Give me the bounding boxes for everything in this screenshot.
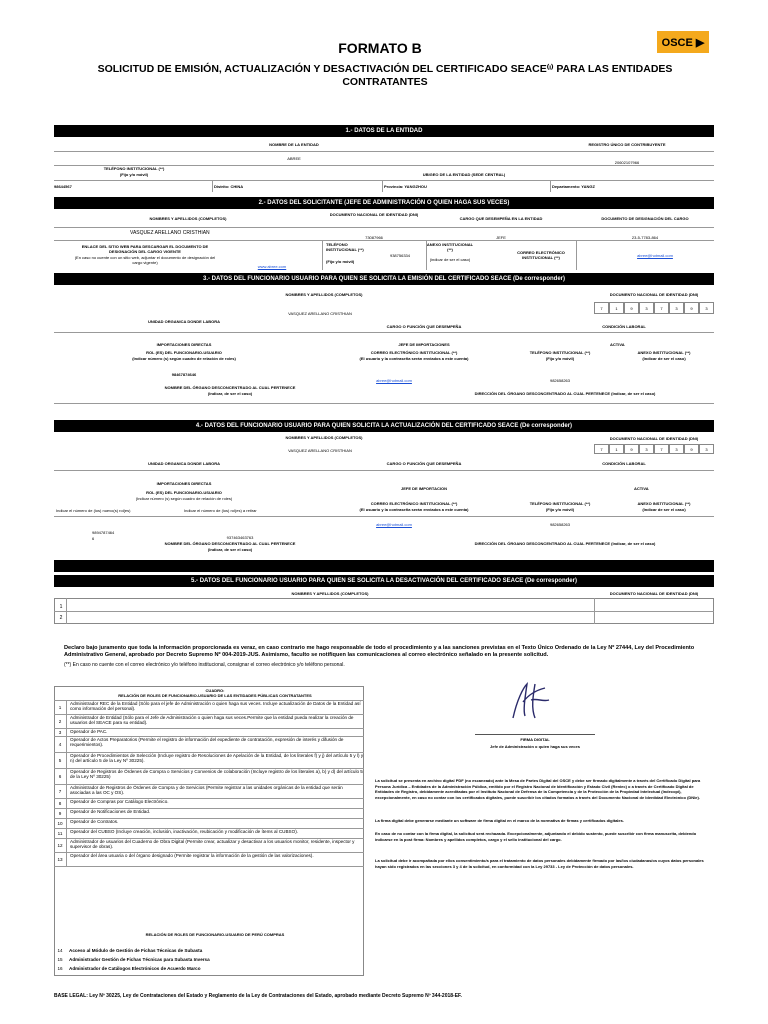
s1-col-nombre: NOMBRE DE LA ENTIDAD: [269, 142, 319, 147]
s2-tel-sub: (Fijo y/o móvil): [326, 259, 355, 264]
s2-dni[interactable]: 73087966: [365, 235, 383, 240]
role-text: Operador del CUBSO (Incluye creación, inclusión, inactivación, reubicación y modificación de ítems al CUBSO).: [70, 829, 299, 834]
s1-ubigeo-label: UBIGEO DE LA ENTIDAD (SEDE CENTRAL): [422, 172, 506, 177]
s2-tel[interactable]: 938756334: [389, 253, 411, 258]
dni-digit[interactable]: 7: [594, 444, 609, 454]
s4-activa: ACTIVA: [634, 486, 649, 491]
s4-organo-label: NOMBRE DEL ÓRGANO DESCONCENTRADO AL CUAL PERTENECE: [164, 541, 296, 546]
s3-rol-sub: (Indicar número (s) según cuadro de relación de roles): [132, 356, 236, 361]
role-number: 13: [54, 853, 67, 866]
role-row: [54, 769, 364, 785]
s2-doc[interactable]: 23-5-7783-864: [631, 235, 659, 240]
role-text: Operador de Procedimientos de Selección (Incluye registro de Resoluciones de Apelación de la Entidad, de los literales f) y j) del artículo 5 y l) y n) del artículo 5 de la Ley Nº 30225).: [70, 753, 364, 764]
divider: [54, 180, 714, 181]
s3-col-dni: DOCUMENTO NACIONAL DE IDENTIDAD (DNI): [609, 292, 699, 297]
role-text: Operador de Registros de Órdenes de Compra o Servicios y Convenios de colaboración (Incluye registro de los literales a), b) y d) del artículo 5 de la Ley Nº 30225): [70, 769, 363, 780]
role-row: [54, 799, 364, 809]
role-text: Administrador de usuarios del Cuaderno de Obra Digital (Permite crear, actualizar y desactivar a los usuarios monitor, residente, inspector y supervisor de obras).: [70, 839, 355, 850]
form-title: FORMATO B: [338, 40, 422, 56]
dni-digit[interactable]: 1: [609, 444, 624, 454]
s4-col-unidad: UNIDAD ORGANICA DONDE LABORA: [147, 461, 221, 466]
divider: [576, 240, 577, 270]
role-text: Operador del área usuaria o del órgano designado (Permite registrar la información de la gestión de las valorizaciones).: [70, 853, 314, 858]
role-row: [54, 753, 364, 769]
divider: [54, 151, 714, 152]
dni-digit[interactable]: 9: [684, 302, 699, 314]
s4-jefe-imp: JEFE DE IMPORTACION: [401, 486, 447, 491]
role-number: 5: [54, 753, 67, 768]
role-text: Administrador REC de la Entidad (Sólo para el jefe de Administración o quien haga sus veces. Incluye actualización de Datos de la Entidad así como información del personal).: [70, 701, 361, 712]
s3-col-cargo: CARGO O FUNCIÓN QUE DESEMPEÑA: [386, 324, 462, 329]
dni-digit[interactable]: 3: [639, 444, 654, 454]
dni-digit[interactable]: 3: [669, 444, 684, 454]
role-text: Acceso al Módulo de Gestión de Fichas Técnicas de Subasta: [69, 948, 203, 953]
s5-col-dni: DOCUMENTO NACIONAL DE IDENTIDAD (DNI): [609, 591, 699, 596]
s3-correo[interactable]: abree@hotmail.com: [376, 378, 412, 383]
s3-tel[interactable]: 982658263: [549, 378, 571, 383]
info-paragraph: La solicitud debe ir acompañada por ellos consentimiento/s para el tratamiento de datos personales debidamente firmado por las/los ciudadanas/os cuyos datos personales hayan sido registrados en las secciones 3 y 4 de la solicitud, en conformidad con la Ley 29733 - Ley de Protección de datos personales.: [375, 858, 704, 869]
s3-tel-sub: (Fijo y/o móvil): [545, 356, 575, 361]
role-number: 10: [54, 819, 67, 828]
role-number: 4: [54, 737, 67, 752]
s4-rol-label: ROL (ES) DEL FUNCIONARIO-USUARIO: [146, 490, 222, 495]
s3-organo-label: NOMBRE DEL ÓRGANO DESCONCENTRADO AL CUAL PERTENECE: [164, 385, 296, 390]
s3-organo-sub: (Indicar, de ser el caso): [207, 391, 253, 396]
s4-correo-label: CORREO ELECTRÓNICO INSTITUCIONAL (**): [370, 501, 458, 506]
s3-tel-label: TELÉFONO INSTITUCIONAL (**): [529, 350, 591, 355]
s4-tel-sub: (Fijo y/o móvil): [545, 507, 575, 512]
s1-tel[interactable]: 98644567: [54, 184, 72, 189]
dni-digit[interactable]: 7: [654, 444, 669, 454]
divider: [594, 598, 595, 624]
peru-roles-title: RELACIÓN DE ROLES DE FUNCIONARIO-USUARIO DE PERÚ COMPRAS: [145, 932, 285, 937]
s2-tel-label: TELÉFONO INSTITUCIONAL (**): [326, 242, 364, 252]
dni-digit[interactable]: 9: [624, 302, 639, 314]
role-number: 9: [54, 809, 67, 818]
role-number: 14: [57, 948, 63, 953]
role-number: 1: [54, 701, 67, 714]
s1-departamento[interactable]: Departamento: YANGZ: [552, 184, 595, 189]
cuadro-title: CUADRO:: [205, 688, 225, 693]
s1-ruc[interactable]: 20602107966: [614, 160, 640, 165]
s2-cargo[interactable]: JEFE: [496, 235, 506, 240]
role-row: [54, 715, 364, 729]
dni-digit[interactable]: 7: [654, 302, 669, 314]
role-row: [54, 809, 364, 819]
s2-nombre[interactable]: VASQUEZ ARELLANO CRISTHIAN: [130, 230, 210, 236]
s4-rol-sub: (Indicar número (s) según cuadro de relación de roles): [135, 496, 233, 501]
divider: [54, 470, 714, 471]
role-text: Operador de PAC.: [70, 729, 108, 734]
s3-direccion-label: DIRECCIÓN DEL ÓRGANO DESCONCENTRADO AL CUAL PERTENECE (Indicar, de ser el caso): [474, 391, 656, 396]
role-text: Administrador de Registros de Órdenes de Compra y de Servicios (Permite registrar a las unidades orgánicas de la entidad que serán asociadas a las OC y OS).: [70, 785, 343, 796]
role-number: 15: [57, 957, 63, 962]
s4-col-nombres: NOMBRES Y APELLIDOS (COMPLETOS): [285, 435, 363, 440]
role-row: [54, 819, 364, 829]
s5-col-nombres: NOMBRES Y APELLIDOS (COMPLETOS): [291, 591, 369, 596]
section-1-header: 1.- DATOS DE LA ENTIDAD: [54, 125, 714, 137]
role-number: 12: [54, 839, 67, 852]
s3-rol[interactable]: 98467874646: [171, 372, 197, 377]
peru-role-row: [54, 957, 364, 966]
s5-row-number: 2: [59, 615, 63, 621]
s4-nombre[interactable]: VASQUEZ ARELLANO CRISTHIAN: [288, 448, 352, 453]
peru-role-row: [54, 948, 364, 957]
s3-activa: ACTIVA: [610, 342, 625, 347]
role-text: Operador de Contratos.: [70, 819, 119, 824]
role-number: 2: [54, 715, 67, 728]
role-row: [54, 785, 364, 799]
s1-col-ruc: REGISTRO ÚNICO DE CONTRIBUYENTE: [588, 142, 666, 147]
s5-row-number: 1: [59, 604, 63, 610]
s3-dni-boxes: [594, 302, 714, 314]
declaracion: Declaro bajo juramento que toda la información proporcionada es veraz, en caso contrario me hago responsable de todo el procedimiento y a las sanciones previstas en el Texto Único Ordenado de la Ley Nº 27444, Ley del Procedimiento Administrativo General, aprobado por Decreto Supremo Nº 004-2019-JUS. Asimismo, faculto se notifiquen las comunicaciones al correo electrónico señalado en la presente solicitud.: [64, 645, 695, 658]
s3-col-condicion: CONDICIÓN LABORAL: [602, 324, 646, 329]
divider: [54, 403, 714, 404]
role-number: 11: [54, 829, 67, 838]
s2-col-dni: DOCUMENTO NACIONAL DE IDENTIDAD (DNI): [329, 212, 419, 217]
dni-digit[interactable]: 3: [699, 444, 714, 454]
divider: [54, 332, 714, 333]
firma-sub: Jefe de Administración o quien haga sus veces: [490, 744, 580, 749]
role-row: [54, 829, 364, 839]
s2-anexo-sub: (indicar de ser el caso): [429, 257, 471, 262]
s4-imp-directas: IMPORTACIONES DIRECTAS: [156, 481, 212, 486]
s2-enlace-sub: (En caso no cuente con un sitio web, adjuntar el documento de designación del cargo vigente): [74, 255, 216, 265]
divider: [54, 240, 714, 241]
s3-correo-sub: (El usuario y la contraseña serán enviados a este cuenta): [359, 356, 469, 361]
s4-rol-nuevo-2[interactable]: 6: [92, 536, 95, 541]
s4-organo-sub: (Indicar, de ser el caso): [207, 547, 253, 552]
s4-direccion-label: DIRECCIÓN DEL ÓRGANO DESCONCENTRADO AL CUAL PERTENECE (Indicar, de ser el caso): [474, 541, 656, 546]
dni-digit[interactable]: 7: [594, 302, 609, 314]
divider: [54, 516, 714, 517]
section-2-header: 2.- DATOS DEL SOLICITANTE (JEFE DE ADMINISTRACIÓN O QUIEN HAGA SUS VECES): [54, 197, 714, 209]
peru-role-row: [54, 966, 364, 975]
form-subtitle: SOLICITUD DE EMISIÓN, ACTUALIZACIÓN Y DESACTIVACIÓN DEL CERTIFICADO SEACE⁽ᶦ⁾ PARA LAS ENTIDADES CONTRATANTES: [97, 63, 673, 88]
s3-imp-directas: IMPORTACIONES DIRECTAS: [156, 342, 212, 347]
s2-correo[interactable]: abree@hotmail.com: [637, 253, 673, 258]
s4-tel[interactable]: 982658263: [549, 522, 571, 527]
section-3-header: 3.- DATOS DEL FUNCIONARIO USUARIO PARA QUIEN SE SOLICITA LA EMISIÓN DEL CERTIFICADO SEACE (De corresponder): [54, 273, 714, 285]
s2-anexo-label: ANEXO INSTITUCIONAL (**): [426, 242, 474, 252]
section-5-header: 5.- DATOS DEL FUNCIONARIO USUARIO PARA QUIEN SE SOLICITA LA DESACTIVACIÓN DEL CERTIFICADO SEACE (De corresponder): [54, 575, 714, 587]
s3-col-nombres: NOMBRES Y APELLIDOS (COMPLETOS): [285, 292, 363, 297]
dni-digit[interactable]: 3: [639, 302, 654, 314]
s3-col-unidad: UNIDAD ORGANICA DONDE LABORA: [147, 319, 221, 324]
s3-anexo-sub: (Indicar de ser el caso): [642, 356, 686, 361]
s4-col-cargo: CARGO O FUNCIÓN QUE DESEMPEÑA: [386, 461, 462, 466]
role-number: 3: [54, 729, 67, 736]
dni-digit[interactable]: 3: [699, 302, 714, 314]
s3-nombre[interactable]: VASQUEZ ARELLANO CRISTHIAN: [288, 311, 352, 316]
s3-rol-label: ROL (ES) DEL FUNCIONARIO-USUARIO: [146, 350, 222, 355]
role-text: Administrador Gestión de Fichas Técnicas para Subasta Inversa: [69, 957, 210, 962]
s4-col-dni: DOCUMENTO NACIONAL DE IDENTIDAD (DNI): [609, 436, 699, 441]
s1-distrito[interactable]: Distrito: CHINA: [214, 184, 244, 189]
role-number: 8: [54, 799, 67, 808]
divider: [54, 227, 714, 228]
s3-jefe-imp: JEFE DE IMPORTACIONES: [398, 342, 450, 347]
osce-logo: OSCE ▶: [657, 31, 709, 53]
divider: [322, 240, 323, 270]
role-row: [54, 701, 364, 715]
role-row: [54, 853, 364, 867]
divider: [550, 180, 551, 192]
role-row: [54, 839, 364, 853]
divider: [212, 180, 213, 192]
role-number: 6: [54, 769, 67, 784]
s4-dni-boxes: [594, 444, 714, 454]
s4-correo[interactable]: abree@hotmail.com: [376, 522, 412, 527]
section-4-header: 4.- DATOS DEL FUNCIONARIO USUARIO PARA QUIEN SOLICITA LA ACTUALIZACIÓN DEL CERTIFICADO SEACE (De corresponder): [54, 420, 714, 432]
s4-rol-nuevo[interactable]: 9894787464: [92, 530, 115, 535]
info-paragraph: La firma digital debe generarse mediante un software de firma digital en el marco de la normativa de firmas y certificados digitales.: [375, 818, 624, 823]
dni-digit[interactable]: 9: [684, 444, 699, 454]
s1-tel-sub: (Fijo y/o móvil): [119, 172, 149, 177]
role-row: [54, 729, 364, 737]
s4-anexo-sub: (Indicar de ser el caso): [642, 507, 686, 512]
firma-label: FIRMA DIGITAL: [520, 737, 550, 742]
s2-enlace-label: ENLACE DEL SITIO WEB PARA DESCARGAR EL DOCUMENTO DE DESIGNACIÓN DEL CARGO VIGENTE: [81, 244, 209, 254]
role-text: Administrador de Entidad (Sólo para el Jefe de Administración o quien haga sus veces.Permite que la entidad pueda realizar la creación de usuarios del SEACE para su entidad).: [70, 715, 354, 726]
role-row: [54, 737, 364, 753]
s4-col-condicion: CONDICIÓN LABORAL: [602, 461, 646, 466]
divider: [66, 598, 67, 624]
s2-enlace-val[interactable]: www.abree.com: [257, 264, 287, 269]
role-text: Operador de Compras por Catálogo Electrónico.: [70, 799, 169, 804]
s1-tel-label: TELÉFONO INSTITUCIONAL (**): [103, 166, 165, 171]
dni-digit[interactable]: 1: [609, 302, 624, 314]
s4-indicar-retirar: Indicar el número de (los) rol(es) a retirar: [184, 508, 257, 513]
info-paragraph: En caso de no contar con la firma digital, la solicitud será rechazada. Excepcionalmente, adjuntando el debido sustento, puede suscribir con firma manuscrita, debiendo indicarse en la post firma: Nombres y apellidos completos, cargo y el sello institucional del cargo.: [375, 831, 697, 842]
cuadro-subtitle: RELACIÓN DE ROLES DE FUNCIONARIO-USUARIO DE LAS ENTIDADES PÚBLICAS CONTRATANTES: [118, 693, 312, 698]
s2-col-doc: DOCUMENTO DE DESIGNACIÓN DEL CARGO: [601, 216, 689, 221]
section-divider: [54, 560, 714, 572]
s1-nombre[interactable]: ABREE: [287, 156, 301, 161]
role-number: 16: [57, 966, 63, 971]
nota: (**) En caso no cuente con el correo electrónico y/o teléfono institucional, consignar el correo electrónico y/o teléfono personal.: [64, 662, 345, 668]
signature-line: [475, 734, 595, 735]
base-legal: BASE LEGAL: Ley Nº 30225, Ley de Contrataciones del Estado y Reglamento de la Ley de Contrataciones del Estado, aprobado mediante Decreto Supremo Nº 344-2018-EF.: [54, 993, 462, 999]
s4-anexo-label: ANEXO INSTITUCIONAL (**): [637, 501, 691, 506]
divider: [426, 240, 427, 270]
info-paragraph: La solicitud se presenta en archivo digital PDF (no escaneado) ante la Mesa de Partes Digital del OSCE y debe ser firmado digitalmente a través del Certificado Digital para Persona Jurídica – Entidades de la Administración Pública, emitido por el Registro Nacional de Identificación y Estado Civil (Reniec) o a través de Certificado Digital de Entidades de Registro, debidamente acreditadas por el Instituto Nacional de Defensa de la Competencia y de la Protección de la Propiedad Intelectual (Indecopi), excepcionalmente, en caso no contar con los certificados digitales, puede suscribir los citados formatos a través del Documento Nacional de Identidad Electrónico (DNIe).: [375, 778, 701, 800]
s2-col-nombres: NOMBRES Y APELLIDOS (COMPLETOS): [149, 216, 227, 221]
divider: [54, 611, 714, 612]
divider: [382, 180, 383, 192]
s4-rol-retirar[interactable]: 937463463763: [226, 535, 254, 540]
role-number: 7: [54, 785, 67, 798]
s3-anexo-label: ANEXO INSTITUCIONAL (**): [637, 350, 691, 355]
dni-digit[interactable]: 9: [624, 444, 639, 454]
peru-roles-list: [54, 948, 364, 975]
s3-correo-label: CORREO ELECTRÓNICO INSTITUCIONAL (**): [370, 350, 458, 355]
s4-correo-sub: (El usuario y la contraseña serán enviados a este cuenta): [359, 507, 469, 512]
s1-provincia[interactable]: Provincia: YANGZHOU: [384, 184, 427, 189]
s2-col-cargo: CARGO QUE DESEMPEÑA EN LA ENTIDAD: [459, 216, 543, 221]
roles-list: [54, 701, 364, 867]
role-text: Operador de Actos Preparatorios (Permite el registro de información del expediente de contratación, expresión de interés y difusión de requerimientos).: [70, 737, 344, 748]
role-text: Operador de Notificaciones de Entidad.: [70, 809, 151, 814]
role-text: Administrador de Catálogos Electrónicos de Acuerdo Marco: [69, 966, 201, 971]
signature-image: [505, 680, 555, 722]
s2-correo-label: CORREO ELECTRÓNICO INSTITUCIONAL (**): [517, 250, 565, 260]
s4-tel-label: TELÉFONO INSTITUCIONAL (**): [529, 501, 591, 506]
dni-digit[interactable]: 3: [669, 302, 684, 314]
s4-indicar-nuevos: Indicar el número de (los) nuevo(s) rol(es): [56, 508, 131, 513]
